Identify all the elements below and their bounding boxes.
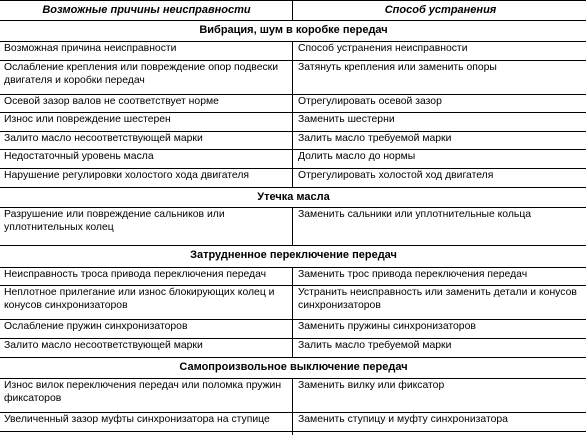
table-row [0,61,586,95]
fix-cell: Отрегулировать осевой зазор [298,96,442,107]
cause-cell: Ослабление пружин синхронизаторов [0,320,293,338]
section-title [0,358,586,379]
table-row [0,286,586,320]
fix-cell: Заменить пружины синхронизаторов [298,321,476,332]
table-row [0,268,586,286]
fix-cell: Заменить трос привода переключения передач [298,269,528,280]
table-row [0,320,586,339]
fix-cell: Залить масло требуемой марки [298,133,452,144]
table-row [0,379,586,413]
cause-cell: Залито масло несоответствующей марки [0,339,293,357]
fix-cell: Долить масло до нормы [298,151,416,162]
fix-cell: Устранить неисправность или заменить детали и конусов синхронизаторов [298,287,577,311]
table-header [0,1,586,21]
table-row [0,208,586,246]
section-title-text: Затрудненное переключение передач [190,249,397,261]
fix-cell: Затянуть крепления или заменить опоры [298,62,497,73]
table-row [0,339,586,358]
table-row [0,169,586,188]
table-row [0,150,586,169]
fix-cell: Заменить сальники или уплотнительные кольца [298,209,532,220]
cause-cell: Износ или повреждение шестерен [0,113,293,131]
section-title [0,188,586,208]
section-title-text: Самопроизвольное выключение передач [179,361,408,373]
header-fixes: Способ устранения [384,4,497,16]
cause-cell: Неисправность троса привода переключения передач [0,268,293,285]
fix-cell: Заменить вилку или фиксатор [298,380,445,391]
cause-cell: Ослабление крепления или повреждение опор подвески двигателя и коробки передач [0,61,293,94]
header-causes: Возможные причины неисправности [0,1,293,20]
fix-cell: Заменить шестерни [298,114,395,125]
cause-cell: Возможная причина неисправности [0,42,293,60]
cause-cell: Осевой зазор валов не соответствует норме [0,95,293,112]
cause-cell: Износ вилок переключения передач или поломка пружин фиксаторов [0,379,293,412]
table-row [0,132,586,150]
fix-cell: Способ устранения неисправности [298,43,468,54]
section-title [0,21,586,42]
cause-cell: Неплотное прилегание или износ блокирующих колец и конусов синхронизаторов [0,286,293,319]
table-row [0,113,586,132]
cause-cell: Разрушение или повреждение сальников или уплотнительных колец [0,208,293,245]
table-row [0,42,586,61]
section-title-text: Утечка масла [257,191,330,203]
cause-cell: Залито масло несоответствующей марки [0,132,293,149]
fix-cell: Залить масло требуемой марки [298,340,452,351]
cause-cell: Нарушение регулировки холостого хода двигателя [0,169,293,187]
table-row [0,95,586,113]
cause-cell: Увеличенный зазор муфты синхронизатора на ступице [0,413,293,435]
section-title-text: Вибрация, шум в коробке передач [199,24,388,36]
cause-cell: Недостаточный уровень масла [0,150,293,168]
section-title [0,246,586,268]
fix-cell: Заменить ступицу и муфту синхронизатора [298,414,508,425]
fix-cell: Отрегулировать холостой ход двигателя [298,170,494,181]
